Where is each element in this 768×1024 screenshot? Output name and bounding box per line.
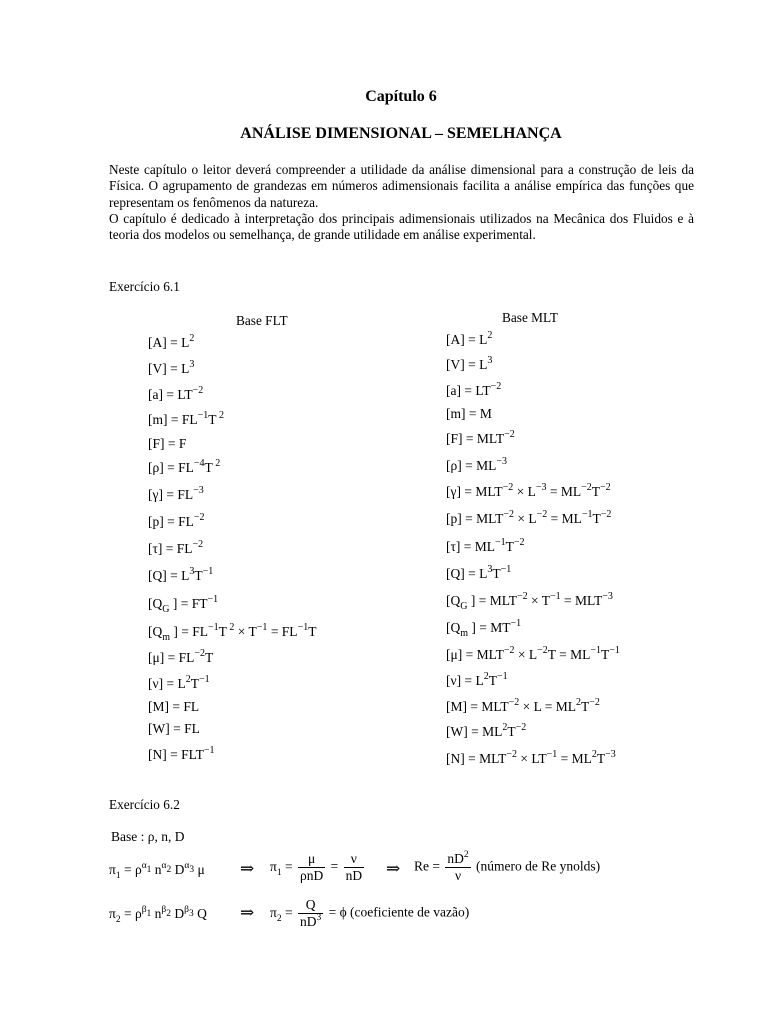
flt-equation: [F] = F: [148, 436, 187, 451]
chapter-heading: Capítulo 6: [365, 88, 437, 105]
implies-arrow-icon: ⇒: [386, 859, 401, 878]
flt-equation: $[a] = LT^{-2}$: [148, 385, 204, 402]
mlt-equation: $[a] = LT^{-2}$: [446, 381, 502, 398]
flt-equation: $[\mu] = FL^{-2}T$: [148, 648, 214, 665]
pi2-result: [270, 897, 469, 930]
mlt-equation: $[\nu] = L^2T^{-1}$: [446, 671, 508, 688]
mlt-equation: [$Q_m$ ] = $MT^{-1}$: [446, 618, 522, 639]
pi2-definition: $\pi_2 = \rho^{\beta_1}$ $n^{\beta_2}$ $D^{\beta_3}$ Q: [109, 905, 207, 925]
section-title: ANÁLISE DIMENSIONAL – SEMELHANÇA: [240, 125, 562, 142]
intro-paragraph-1: Neste capítulo o leitor deverá compreender a utilidade da análise dimensional para a construção de leis da Física. O agrupamento de grandezas em números adimensionais facilita a análise empírica das funções que representam os fenômenos da natureza.: [109, 162, 694, 210]
fraction-numerator: Q: [305, 897, 316, 912]
reynolds-lhs: Re =: [414, 858, 440, 874]
fraction-numerator: ν: [350, 851, 357, 866]
flt-equation: $[A] = L^2$: [148, 333, 195, 350]
flt-equation: $[N] = FLT^{-1}$: [148, 745, 215, 762]
fraction-denominator: $nD^3$: [299, 913, 322, 929]
flt-equation: $[\gamma] = FL^{-3}$: [148, 485, 204, 502]
fraction-denominator: ν: [445, 867, 470, 884]
flt-column-header: Base FLT: [236, 313, 288, 328]
mlt-equation: $[Q] = L^3T^{-1}$: [446, 564, 512, 581]
fraction-numerator: $nD^2$: [447, 850, 469, 866]
pi2-result-lhs: $\pi_2$ =: [270, 904, 293, 924]
flt-equation: [$Q_G$ ] = $FT^{-1}$: [148, 594, 219, 615]
flt-equation: $[\nu] = L^2T^{-1}$: [148, 674, 210, 691]
mlt-equation: $[\rho] = ML^{-3}$: [446, 456, 507, 473]
flt-equation: $[\tau] = FL^{-2}$: [148, 539, 204, 556]
mlt-equation: $[p] = MLT^{-2} \times L^{-2} = ML^{-1}T^{-2}$: [446, 509, 612, 526]
mlt-equation: $[\mu] = MLT^{-2} \times L^{-2}T = ML^{-1}T^{-1}$: [446, 645, 620, 662]
implies-arrow-icon: ⇒: [240, 859, 255, 878]
intro-text: [109, 162, 694, 243]
mlt-equation: $[A] = L^2$: [446, 330, 493, 347]
flt-equation: $[p] = FL^{-2}$: [148, 512, 205, 529]
pi1-result-lhs: $\pi_1$ =: [270, 858, 293, 878]
exercise-6-1-label: Exercício 6.1: [109, 279, 180, 294]
flt-equation: $[Q] = L^3T^{-1}$: [148, 566, 214, 583]
mlt-equation: [$Q_G$ ] = $MLT^{-2} \times T^{-1} = MLT^{-3}$: [446, 591, 613, 612]
mlt-equation: $[V] = L^3$: [446, 355, 493, 372]
fraction-denominator: nD: [345, 868, 363, 883]
base-line: Base : ρ, n, D: [111, 829, 185, 844]
pi1-fraction-mu: [298, 851, 325, 884]
flt-equation: [$Q_m$ ] = $FL^{-1}T$ $^2 \times T^{-1} = FL^{-1}T$: [148, 622, 317, 643]
reynolds-number: [414, 851, 600, 884]
mlt-equation: $[\tau] = ML^{-1}T^{-2}$: [446, 537, 525, 554]
pi2-fraction: [298, 897, 323, 930]
exercise-6-2-label: Exercício 6.2: [109, 797, 180, 812]
pi1-fraction-nu: [344, 851, 365, 884]
implies-arrow-icon: ⇒: [240, 903, 255, 922]
reynolds-note: (número de Re ynolds): [476, 858, 601, 874]
mlt-equation: $[N] = MLT^{-2} \times LT^{-1} = ML^2T^{-3}$: [446, 749, 616, 766]
mlt-equation: $[W] = ML^2T^{-2}$: [446, 722, 527, 739]
flt-equation: [M] = FL: [148, 699, 200, 714]
reynolds-fraction: [445, 851, 470, 884]
mlt-equation: $[F] = MLT^{-2}$: [446, 429, 515, 446]
mlt-equation: [m] = M: [446, 406, 492, 421]
mlt-equation: $[M] = MLT^{-2} \times L = ML^2T^{-2}$: [446, 697, 600, 714]
flow-coefficient: = ϕ (coeficiente de vazão): [328, 904, 470, 920]
flt-equation: $[V] = L^3$: [148, 359, 195, 376]
flt-equation: $[\rho] = FL^{-4}T$ $^2$: [148, 458, 221, 475]
mlt-equation: $[\gamma] = MLT^{-2} \times L^{-3} = ML^{-2}T^{-2}$: [446, 482, 611, 499]
flt-equation: $[m] = FL^{-1}T$ $^2$: [148, 410, 225, 427]
fraction-denominator: ρnD: [299, 868, 324, 883]
fraction-numerator: μ: [307, 851, 316, 866]
flt-equation: [W] = FL: [148, 721, 200, 736]
pi1-definition: $\pi_1 = \rho^{\alpha_1}$ $n^{\alpha_2}$ $D^{\alpha_3}$ μ: [109, 861, 205, 881]
intro-paragraph-2: O capítulo é dedicado à interpretação dos principais adimensionais utilizados na Mecânica dos Fluidos e à teoria dos modelos ou semelhança, de grande utilidade em análise experimental.: [109, 210, 694, 243]
pi1-result: $\pi_1$ = $\frac{\mu}{\text{ρnD}}$ = $\frac{\nu}{nD}$: [270, 851, 363, 883]
mlt-column-header: Base MLT: [502, 310, 559, 325]
